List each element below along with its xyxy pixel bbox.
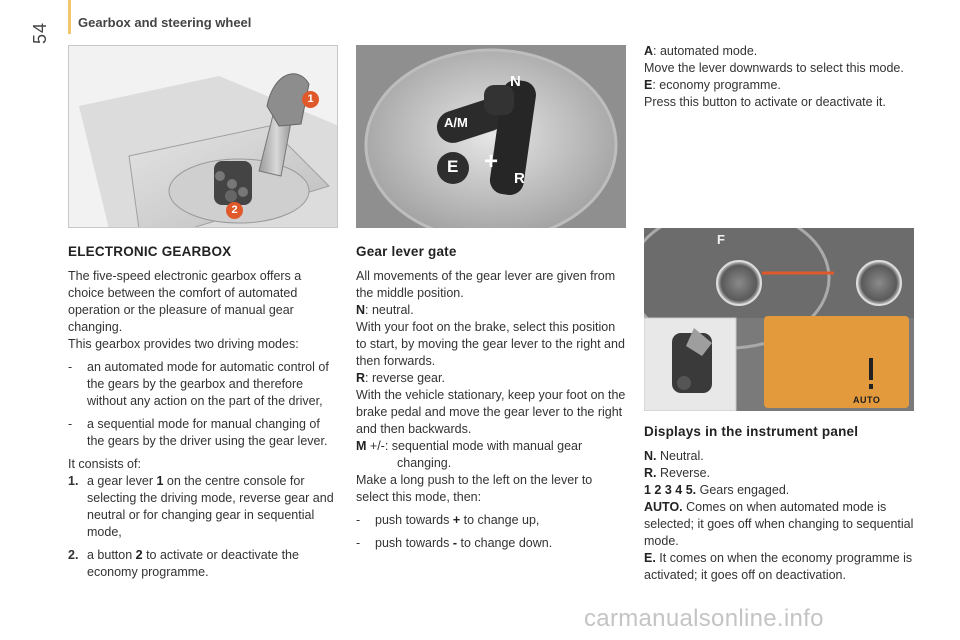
list-item bbox=[68, 473, 338, 541]
list-item bbox=[356, 512, 626, 529]
display-reverse bbox=[644, 465, 914, 482]
page-number: 54 bbox=[30, 21, 50, 44]
column-gear-lever-gate bbox=[356, 243, 626, 552]
console-drawing bbox=[69, 46, 338, 228]
economy-desc: Press this button to activate or deactivate it. bbox=[644, 95, 886, 109]
page-section-title: Gearbox and steering wheel bbox=[78, 15, 252, 30]
up-text-a: push towards bbox=[375, 513, 453, 527]
manual-text: +/-: sequential mode with manual gear changing. bbox=[366, 439, 583, 470]
economy-text: : economy programme. bbox=[652, 78, 781, 92]
reverse-line bbox=[356, 370, 626, 387]
reverse-text: : reverse gear. bbox=[365, 371, 445, 385]
display-gears bbox=[644, 482, 914, 499]
gate-label-n: N bbox=[510, 73, 521, 90]
dash-marker: - bbox=[68, 360, 73, 374]
down-text-c: to change down. bbox=[457, 536, 553, 550]
display-key-n: N. bbox=[644, 449, 657, 463]
display-key-e: E. bbox=[644, 551, 656, 565]
gate-label-r: R bbox=[514, 170, 525, 187]
display-economy-text: It comes on when the economy programme is activated; it goes off on deactivation. bbox=[644, 551, 913, 582]
column-modes-a-e bbox=[644, 43, 924, 111]
header-accent-bar bbox=[68, 0, 71, 34]
item1-text-a: a gear lever bbox=[87, 474, 157, 488]
manual-desc: Make a long push to the left on the lever to select this mode, then: bbox=[356, 473, 593, 504]
auto-text: : automated mode. bbox=[653, 44, 758, 58]
display-neutral bbox=[644, 448, 914, 465]
neutral-text: : neutral. bbox=[365, 303, 414, 317]
neutral-line bbox=[356, 302, 626, 319]
console-illustration bbox=[68, 45, 338, 228]
neutral-desc: With your foot on the brake, select this position to start, by moving the gear lever to the right and then forwards. bbox=[356, 320, 625, 368]
item-number: 2. bbox=[68, 548, 79, 562]
item2-text-c: to activate or deactivate the economy programme. bbox=[87, 548, 299, 579]
gear-gate-illustration bbox=[356, 45, 626, 228]
mode-sequential-text: a sequential mode for manual changing of the gears by the driver using the gear lever. bbox=[87, 417, 328, 448]
intro-paragraph: The five-speed electronic gearbox offers a choice between the comfort of automated operation or the pleasure of manual gear changing. bbox=[68, 269, 302, 334]
down-text-a: push towards bbox=[375, 536, 453, 550]
display-economy bbox=[644, 550, 914, 584]
consists-of: It consists of: bbox=[68, 457, 141, 471]
display-auto-text: Comes on when automated mode is selected; it goes off when changing to sequential mode. bbox=[644, 500, 914, 548]
gate-label-plus: + bbox=[484, 148, 499, 175]
mode-automated-text: an automated mode for automatic control of the gears by the gearbox and therefore without any action on the part of the driver, bbox=[87, 360, 329, 408]
gate-label-am: A/M bbox=[444, 115, 468, 130]
list-item bbox=[68, 547, 338, 581]
display-key-gears: 1 2 3 4 5. bbox=[644, 483, 697, 497]
gear-gate-drawing bbox=[356, 45, 626, 228]
section-heading-gear-lever-gate: Gear lever gate bbox=[356, 244, 457, 259]
section-heading-displays: Displays in the instrument panel bbox=[644, 424, 859, 439]
display-key-auto: AUTO. bbox=[644, 500, 683, 514]
callout-2: 2 bbox=[226, 202, 243, 219]
callout-1: 1 bbox=[302, 91, 319, 108]
down-key: - bbox=[452, 536, 457, 550]
up-text-c: to change up, bbox=[460, 513, 540, 527]
instrument-panel-illustration bbox=[644, 228, 914, 411]
gate-intro: All movements of the gear lever are given from the middle position. bbox=[356, 269, 616, 300]
section-heading-electronic-gearbox: ELECTRONIC GEARBOX bbox=[68, 244, 232, 259]
key-m: M bbox=[356, 439, 367, 453]
gate-label-e: E bbox=[447, 157, 459, 176]
watermark: carmanualsonline.info bbox=[584, 605, 824, 632]
item2-ref: 2 bbox=[135, 548, 143, 562]
key-r: R bbox=[356, 371, 366, 385]
up-key: + bbox=[452, 513, 461, 527]
reverse-desc: With the vehicle stationary, keep your foot on the brake pedal and move the gear lever to the right and then backwards. bbox=[356, 388, 626, 436]
dash-marker: - bbox=[356, 513, 361, 527]
key-a: A bbox=[644, 44, 654, 58]
instrument-panel-drawing bbox=[644, 228, 914, 411]
key-n: N bbox=[356, 303, 366, 317]
display-neutral-text: Neutral. bbox=[656, 449, 704, 463]
item-number: 1. bbox=[68, 474, 79, 488]
display-key-r: R. bbox=[644, 466, 657, 480]
column-instrument-displays bbox=[644, 423, 914, 584]
economy-line bbox=[644, 77, 924, 94]
list-item bbox=[356, 535, 626, 552]
display-auto bbox=[644, 499, 914, 550]
column-electronic-gearbox bbox=[68, 243, 338, 581]
key-e: E bbox=[644, 78, 653, 92]
list-item bbox=[68, 416, 338, 450]
fuel-indicator-label: F bbox=[717, 232, 725, 247]
auto-desc: Move the lever downwards to select this mode. bbox=[644, 61, 904, 75]
auto-display-text: AUTO bbox=[853, 395, 881, 405]
manual-line bbox=[356, 438, 626, 472]
list-item bbox=[68, 359, 338, 410]
dash-marker: - bbox=[68, 417, 73, 431]
modes-intro: This gearbox provides two driving modes: bbox=[68, 337, 299, 351]
item2-text-a: a button bbox=[87, 548, 136, 562]
display-gears-text: Gears engaged. bbox=[696, 483, 790, 497]
item1-text-c: on the centre console for selecting the driving mode, reverse gear and neutral or for changing gear in sequential mode, bbox=[87, 474, 334, 539]
dash-marker: - bbox=[356, 536, 361, 550]
display-reverse-text: Reverse. bbox=[656, 466, 710, 480]
auto-line bbox=[644, 43, 924, 60]
item1-ref: 1 bbox=[156, 474, 164, 488]
